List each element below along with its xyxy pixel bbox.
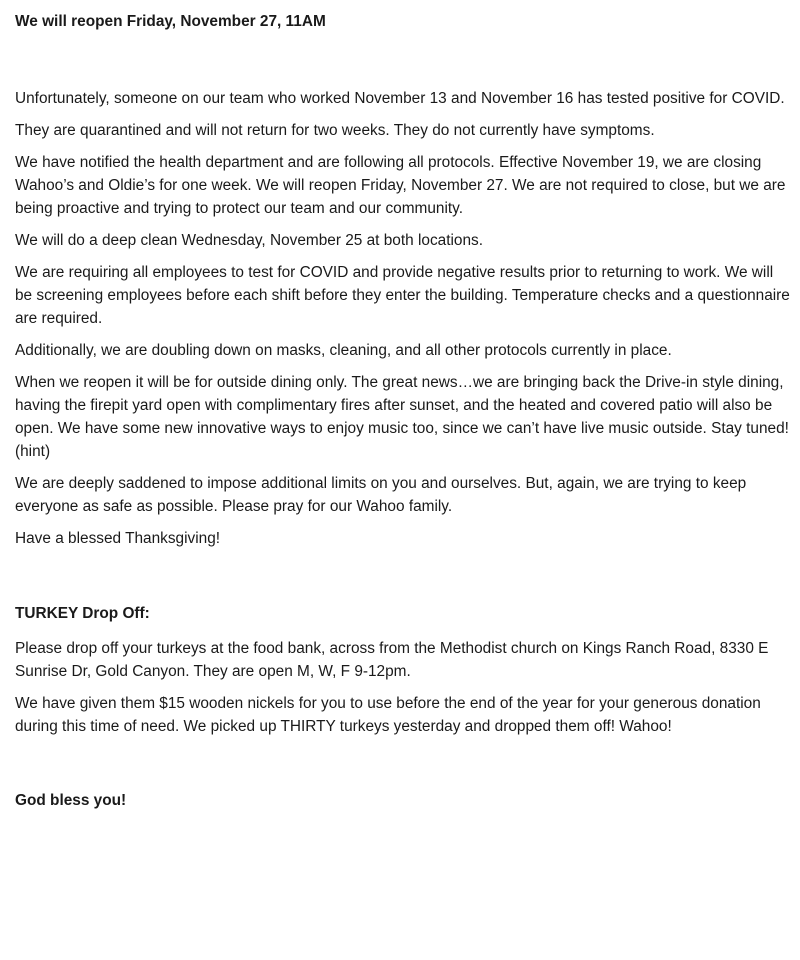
- paragraph-covid-case: Unfortunately, someone on our team who worked November 13 and November 16 has tested positive for COVID.: [15, 90, 785, 107]
- paragraph-quarantine: They are quarantined and will not return for two weeks. They do not currently have symptoms.: [15, 122, 655, 139]
- paragraph-thanksgiving: Have a blessed Thanksgiving!: [15, 530, 221, 547]
- notice-title: We will reopen Friday, November 27, 11AM: [15, 13, 326, 30]
- turkey-heading: TURKEY Drop Off:: [15, 605, 150, 622]
- paragraph-outdoor-dining: When we reopen it will be for outside dining only. The great news…we are bringing back the Drive-in style dining, having the firepit yard open with complimentary fires after sunset, and the heated and covered patio will also be open. We have some new innovative ways to enjoy music too, since we can’t have live music outside. Stay tuned! (hint): [15, 374, 789, 460]
- closing-line: God bless you!: [15, 792, 127, 809]
- paragraph-deep-clean: We will do a deep clean Wednesday, November 25 at both locations.: [15, 232, 483, 249]
- paragraph-protocols: Additionally, we are doubling down on masks, cleaning, and all other protocols currently in place.: [15, 342, 672, 359]
- paragraph-closure: We have notified the health department and are following all protocols. Effective November 19, we are closing Wahoo’s and Oldie’s for one week. We will reopen Friday, November 27. We are not required to close, but we are being proactive and trying to protect our team and our community.: [15, 154, 786, 217]
- paragraph-turkey-dropoff: Please drop off your turkeys at the food bank, across from the Methodist church on Kings Ranch Road, 8330 E Sunrise Dr, Gold Canyon. They are open M, W, F 9-12pm.: [15, 640, 769, 680]
- paragraph-testing: We are requiring all employees to test for COVID and provide negative results prior to returning to work. We will be screening employees before each shift before they enter the building. Temperature checks and a questionnaire are required.: [15, 264, 790, 327]
- paragraph-apology: We are deeply saddened to impose additional limits on you and ourselves. But, again, we are trying to keep everyone as safe as possible. Please pray for our Wahoo family.: [15, 475, 747, 515]
- paragraph-wooden-nickels: We have given them $15 wooden nickels for you to use before the end of the year for your generous donation during this time of need. We picked up THIRTY turkeys yesterday and dropped them off! Wahoo!: [15, 695, 761, 735]
